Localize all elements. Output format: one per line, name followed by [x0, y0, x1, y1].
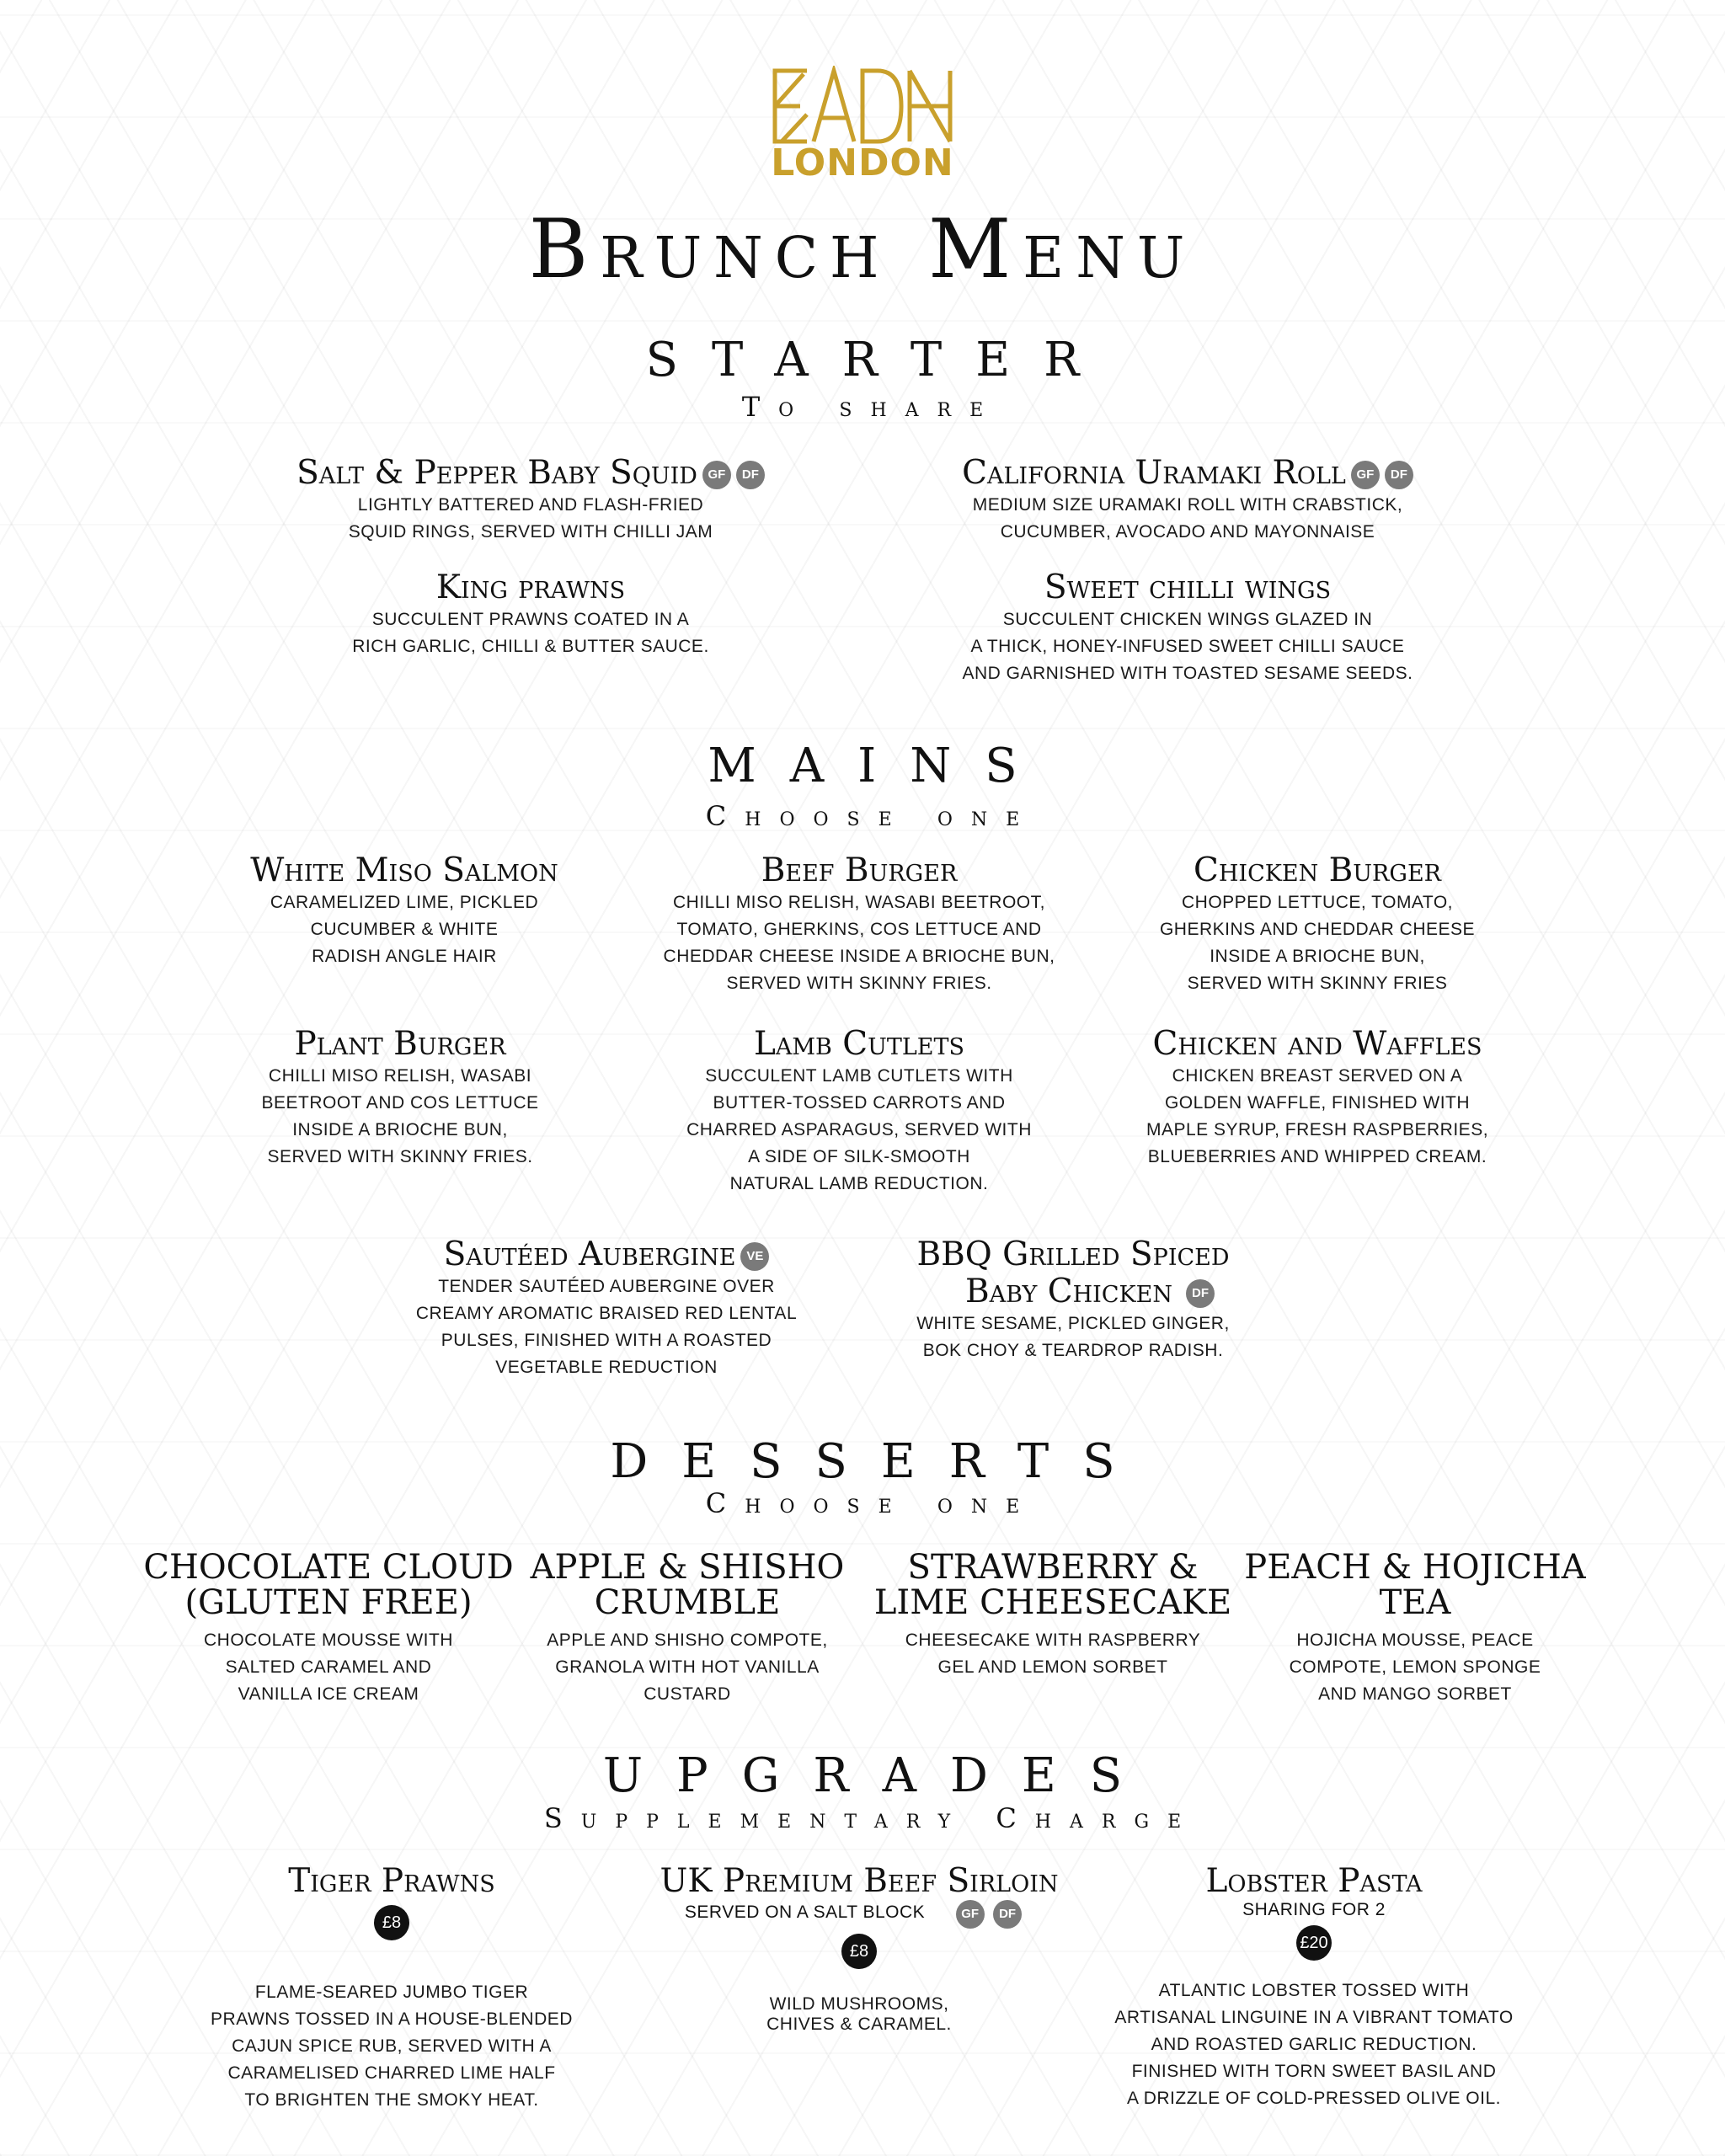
dairy-free-badge: DF	[1186, 1279, 1215, 1308]
gluten-free-badge: GF	[956, 1900, 985, 1929]
item-description: CARAMELIZED LIME, PICKLED CUCUMBER & WHITE RADISH ANGLE HAIR	[270, 893, 539, 966]
item-name: Chicken Burger	[1194, 851, 1441, 889]
menu-item	[606, 852, 1112, 997]
starter-section-subtitle: To share	[741, 391, 1002, 423]
item-name-line-2: LIME CHEESECAKE	[873, 1583, 1232, 1622]
item-name: Sweet chilli wings	[1044, 568, 1332, 606]
item-name: Lamb Cutlets	[753, 1025, 965, 1063]
menu-item	[876, 569, 1499, 687]
menu-item	[135, 1550, 522, 1708]
item-name: Beef Burger	[761, 851, 958, 889]
item-name: Sautéed Aubergine	[443, 1235, 736, 1273]
item-name: Salt & Pepper Baby Squid	[296, 454, 697, 492]
menu-item	[236, 455, 825, 546]
menu-item	[854, 1236, 1292, 1364]
item-name: UK Premium Beef Sirloin	[660, 1862, 1059, 1900]
desserts-section-title: DESSERTS	[610, 1434, 1149, 1489]
item-name: Plant Burger	[294, 1025, 506, 1063]
gluten-free-badge: GF	[1351, 461, 1380, 489]
menu-item	[859, 1550, 1247, 1681]
item-name: CHOCOLATE CLOUD	[143, 1548, 514, 1587]
price-badge: £8	[841, 1934, 877, 1969]
item-description: CHEESECAKE WITH RASPBERRY GEL AND LEMON SORBET	[905, 1630, 1201, 1677]
item-description: WHITE SESAME, PICKLED GINGER, BOK CHOY & TEARDROP RADISH.	[916, 1314, 1230, 1360]
logo-subtitle: LONDON	[771, 141, 954, 184]
item-description: FLAME-SEARED JUMBO TIGER PRAWNS TOSSED IN A HOUSE-BLENDED CAJUN SPICE RUB, SERVED WITH A CARAMELISED CHARRED LIME HALF TO BRIGHTEN THE SMOKY HEAT.	[211, 1983, 573, 2110]
menu-item	[606, 1026, 1112, 1198]
item-description: CHICKEN BREAST SERVED ON A GOLDEN WAFFLE, FINISHED WITH MAPLE SYRUP, FRESH RASPBERRIES, BLUEBERRIES AND WHIPPED CREAM.	[1146, 1066, 1489, 1166]
menu-item	[876, 455, 1499, 546]
item-description: HOJICHA MOUSSE, PEACE COMPOTE, LEMON SPONGE AND MANGO SORBET	[1289, 1630, 1541, 1704]
item-description: LIGHTLY BATTERED AND FLASH-FRIED SQUID RINGS, SERVED WITH CHILLI JAM	[348, 495, 713, 542]
item-name: APPLE & SHISHO	[530, 1548, 845, 1587]
menu-item	[152, 852, 657, 970]
dairy-free-badge: DF	[993, 1900, 1022, 1929]
price-badge: £20	[1296, 1925, 1332, 1961]
upgrades-section-title: UPGRADES	[602, 1748, 1156, 1803]
vegan-badge: VE	[740, 1242, 769, 1271]
item-name-line-2: TEA	[1379, 1583, 1451, 1622]
upgrade-item	[1061, 1863, 1567, 2112]
desserts-section-subtitle: Choose one	[705, 1487, 1039, 1519]
mains-section-title: MAINS	[708, 739, 1051, 793]
item-description: TENDER SAUTÉED AUBERGINE OVER CREAMY AROMATIC BRAISED RED LENTAL PULSES, FINISHED WITH A ROASTED VEGETABLE REDUCTION	[415, 1277, 798, 1377]
upgrade-item	[606, 1863, 1112, 2035]
item-name: Chicken and Waffles	[1152, 1025, 1482, 1063]
item-name: STRAWBERRY &	[907, 1548, 1199, 1587]
item-name-line-2: (GLUTEN FREE)	[184, 1583, 473, 1622]
menu-item	[354, 1236, 859, 1381]
dairy-free-badge: DF	[1385, 461, 1413, 489]
menu-item	[1221, 1550, 1609, 1708]
item-description: MEDIUM SIZE URAMAKI ROLL WITH CRABSTICK, CUCUMBER, AVOCADO AND MAYONNAISE	[972, 495, 1403, 542]
gluten-free-badge: GF	[702, 461, 731, 489]
price-badge: £8	[374, 1905, 409, 1940]
eadh-logo-mark	[770, 66, 955, 147]
item-description: CHILLI MISO RELISH, WASABI BEETROOT AND COS LETTUCE INSIDE A BRIOCHE BUN, SERVED WITH SKINNY FRIES.	[261, 1066, 539, 1166]
item-name: Tiger Prawns	[288, 1862, 495, 1900]
page-title: Brunch Menu	[528, 202, 1197, 296]
item-description: CHILLI MISO RELISH, WASABI BEETROOT, TOMATO, GHERKINS, COS LETTUCE AND CHEDDAR CHEESE INSIDE A BRIOCHE BUN, SERVED WITH SKINNY FRIES.	[663, 893, 1055, 993]
item-description: SUCCULENT LAMB CUTLETS WITH BUTTER-TOSSED CARROTS AND CHARRED ASPARAGUS, SERVED WITH A SIDE OF SILK-SMOOTH NATURAL LAMB REDUCTION.	[686, 1066, 1032, 1193]
item-description: CHOPPED LETTUCE, TOMATO, GHERKINS AND CHEDDAR CHEESE INSIDE A BRIOCHE BUN, SERVED WITH SKINNY FRIES	[1159, 893, 1476, 993]
starter-section-title: STARTER	[645, 333, 1114, 387]
item-name: California Uramaki Roll	[962, 454, 1346, 492]
item-name: Lobster Pasta	[1205, 1862, 1423, 1900]
brand-logo	[770, 66, 955, 184]
item-note: SHARING FOR 2	[1242, 1900, 1386, 1919]
item-description: SUCCULENT CHICKEN WINGS GLAZED IN A THICK, HONEY-INFUSED SWEET CHILLI SAUCE AND GARNISHED WITH TOASTED SESAME SEEDS.	[962, 610, 1413, 683]
item-note: SERVED ON A SALT BLOCK	[684, 1903, 926, 1923]
item-description: SUCCULENT PRAWNS COATED IN A RICH GARLIC, CHILLI & BUTTER SAUCE.	[352, 610, 709, 656]
menu-item	[1065, 1026, 1570, 1171]
item-description: CHOCOLATE MOUSSE WITH SALTED CARAMEL AND VANILLA ICE CREAM	[204, 1630, 453, 1704]
dairy-free-badge: DF	[736, 461, 765, 489]
item-description: WILD MUSHROOMS, CHIVES & CARAMEL.	[766, 1994, 952, 2034]
menu-item	[1065, 852, 1570, 997]
item-description: ATLANTIC LOBSTER TOSSED WITH ARTISANAL LINGUINE IN A VIBRANT TOMATO AND ROASTED GARLIC REDUCTION. FINISHED WITH TORN SWEET BASIL AND A DRIZZLE OF COLD-PRESSED OLIVE OIL.	[1114, 1981, 1514, 2108]
item-name: King prawns	[435, 568, 626, 606]
item-name-line-2: Baby Chicken	[965, 1273, 1172, 1310]
menu-item	[510, 1550, 864, 1708]
menu-item	[236, 569, 825, 660]
item-name: White Miso Salmon	[250, 851, 558, 889]
item-name-line-2: CRUMBLE	[594, 1583, 781, 1622]
item-name: PEACH & HOJICHA	[1244, 1548, 1586, 1587]
item-name: BBQ Grilled Spiced	[916, 1235, 1230, 1273]
menu-item	[147, 1026, 653, 1171]
item-description: APPLE AND SHISHO COMPOTE, GRANOLA WITH HOT VANILLA CUSTARD	[547, 1630, 828, 1704]
upgrade-item	[143, 1863, 640, 2114]
mains-section-subtitle: Choose one	[705, 800, 1039, 832]
upgrades-section-subtitle: Supplementary Charge	[543, 1802, 1200, 1834]
